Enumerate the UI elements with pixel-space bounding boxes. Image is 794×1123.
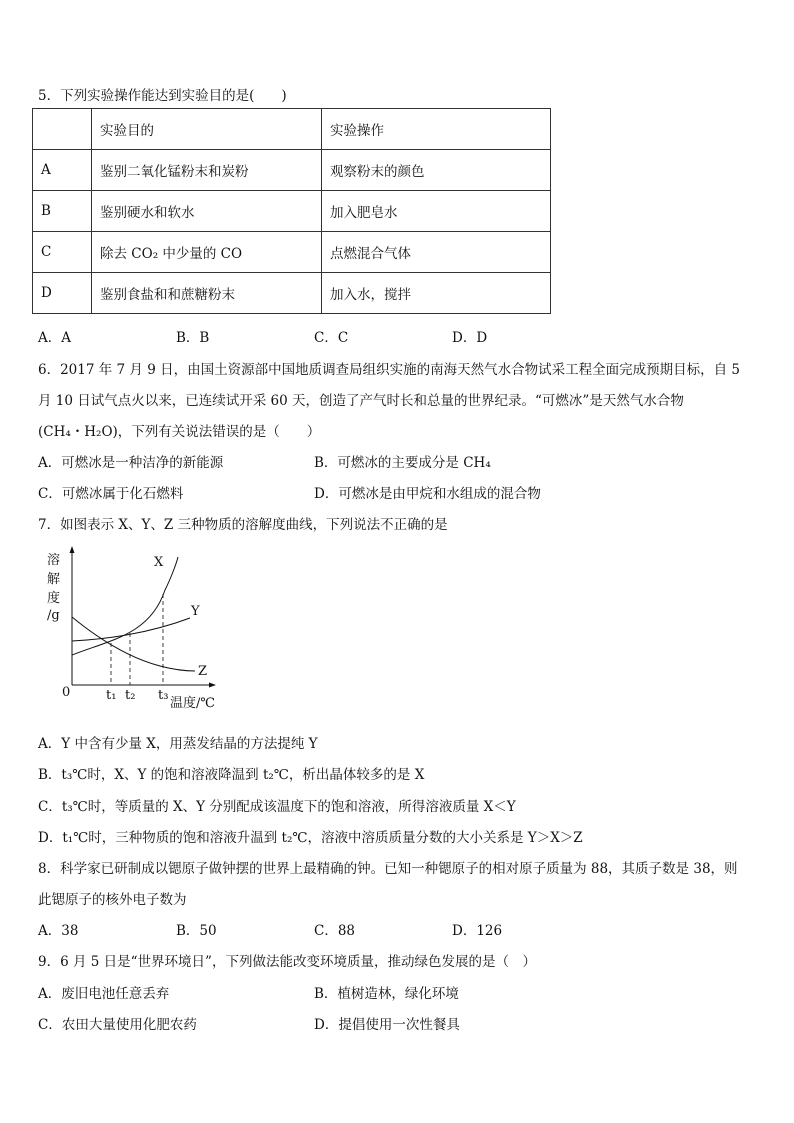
q9-option-d[interactable]: D．提倡使用一次性餐具: [314, 1017, 460, 1033]
q7-option-a[interactable]: A．Y 中含有少量 X，用蒸发结晶的方法提纯 Y: [38, 736, 318, 752]
table-cell: 鉴别二氧化锰粉末和炭粉: [92, 150, 322, 191]
table-cell: B: [33, 191, 92, 232]
y-axis-label-char: /g: [47, 608, 60, 623]
table-header-row: [33, 109, 551, 150]
q7-option-c[interactable]: C．t₃℃时，等质量的 X、Y 分别配成该温度下的饱和溶液，所得溶液质量 X＜Y: [38, 799, 516, 815]
q8-stem-line2: 此锶原子的核外电子数为: [38, 892, 187, 908]
q5-stem: 5．下列实验操作能达到实验目的是( ): [38, 88, 287, 104]
y-axis-label-char: 解: [47, 572, 61, 587]
q9-option-a[interactable]: A．废旧电池任意丢弃: [38, 986, 170, 1002]
q9-option-c[interactable]: C．农田大量使用化肥农药: [38, 1017, 197, 1033]
table-cell: [33, 109, 92, 150]
table-cell: 加入水，搅拌: [322, 273, 551, 314]
q6-option-a[interactable]: A．可燃冰是一种洁净的新能源: [38, 455, 224, 471]
table-cell: A: [33, 150, 92, 191]
q6-stem-line3: (CH₄・H₂O)，下列有关说法错误的是（ ）: [38, 424, 321, 440]
q8-option-d[interactable]: D．126: [452, 923, 503, 939]
q9-stem: 9．6 月 5 日是“世界环境日”，下列做法能改变环境质量，推动绿色发展的是（ ）: [38, 954, 536, 970]
table-cell: 观察粉末的颜色: [322, 150, 551, 191]
q8-option-c[interactable]: C．88: [314, 923, 356, 939]
q7-option-b[interactable]: B．t₃℃时，X、Y 的饱和溶液降温到 t₂℃，析出晶体较多的是 X: [38, 767, 425, 783]
tick-label-t2: t₂: [125, 688, 136, 703]
table-cell: 鉴别硬水和软水: [92, 191, 322, 232]
table-row: [33, 273, 551, 314]
table-cell: 除去 CO₂ 中少量的 CO: [92, 232, 322, 273]
y-axis-label-char: 度: [47, 591, 61, 606]
q6-option-b[interactable]: B．可燃冰的主要成分是 CH₄: [314, 455, 491, 471]
q7-stem: 7．如图表示 X、Y、Z 三种物质的溶解度曲线，下列说法不正确的是: [38, 517, 448, 533]
table-cell: 点燃混合气体: [322, 232, 551, 273]
q9-option-b[interactable]: B．植树造林，绿化环境: [314, 986, 459, 1002]
q6-option-c[interactable]: C．可燃冰属于化石燃料: [38, 486, 184, 502]
table-cell: 加入肥皂水: [322, 191, 551, 232]
q5-option-d[interactable]: D．D: [452, 330, 488, 346]
q8-stem-line1: 8．科学家已研制成以锶原子做钟摆的世界上最精确的钟。已知一种锶原子的相对原子质量为 88，其质子数是 38，则: [38, 861, 738, 877]
q5-option-c[interactable]: C．C: [314, 330, 349, 346]
table-cell: 鉴别食盐和和蔗糖粉末: [92, 273, 322, 314]
q7-option-d[interactable]: D．t₁℃时，三种物质的饱和溶液升温到 t₂℃，溶液中溶质质量分数的大小关系是 Y＞X＞Z: [38, 830, 583, 846]
y-axis-label-char: 溶: [47, 553, 61, 568]
q5-option-b[interactable]: B．B: [176, 330, 210, 346]
table-cell: C: [33, 232, 92, 273]
curve-z: [72, 617, 195, 671]
y-axis-arrow: [70, 546, 75, 553]
curve-z-label: Z: [198, 664, 208, 679]
curve-y-label: Y: [191, 604, 200, 619]
curve-x-label: X: [154, 555, 164, 570]
origin-label: 0: [62, 685, 71, 700]
table-cell: D: [33, 273, 92, 314]
table-row: [33, 232, 551, 273]
table-row: [33, 191, 551, 232]
q5-table: [32, 108, 551, 314]
table-cell: 实验目的: [92, 109, 322, 150]
q6-stem-line2: 月 10 日试气点火以来，已连续试开采 60 天，创造了产气时长和总量的世界纪录。“可燃冰”是天然气水合物: [38, 393, 684, 409]
x-axis-label: 温度/℃: [170, 696, 215, 711]
q8-option-b[interactable]: B．50: [176, 923, 217, 939]
q8-option-a[interactable]: A．38: [38, 923, 79, 939]
tick-label-t1: t₁: [106, 688, 117, 703]
tick-label-t3: t₃: [158, 688, 169, 703]
table-row: [33, 150, 551, 191]
curve-y: [72, 618, 190, 641]
table-cell: 实验操作: [322, 109, 551, 150]
q6-stem-line1: 6．2017 年 7 月 9 日，由国土资源部中国地质调查局组织实施的南海天然气水合物试采工程全面完成预期目标，自 5: [38, 362, 740, 378]
q5-option-a[interactable]: A．A: [38, 330, 71, 346]
x-axis-arrow: [209, 683, 216, 688]
q6-option-d[interactable]: D．可燃冰是由甲烷和水组成的混合物: [314, 486, 541, 502]
solubility-curve-figure: [40, 545, 240, 717]
